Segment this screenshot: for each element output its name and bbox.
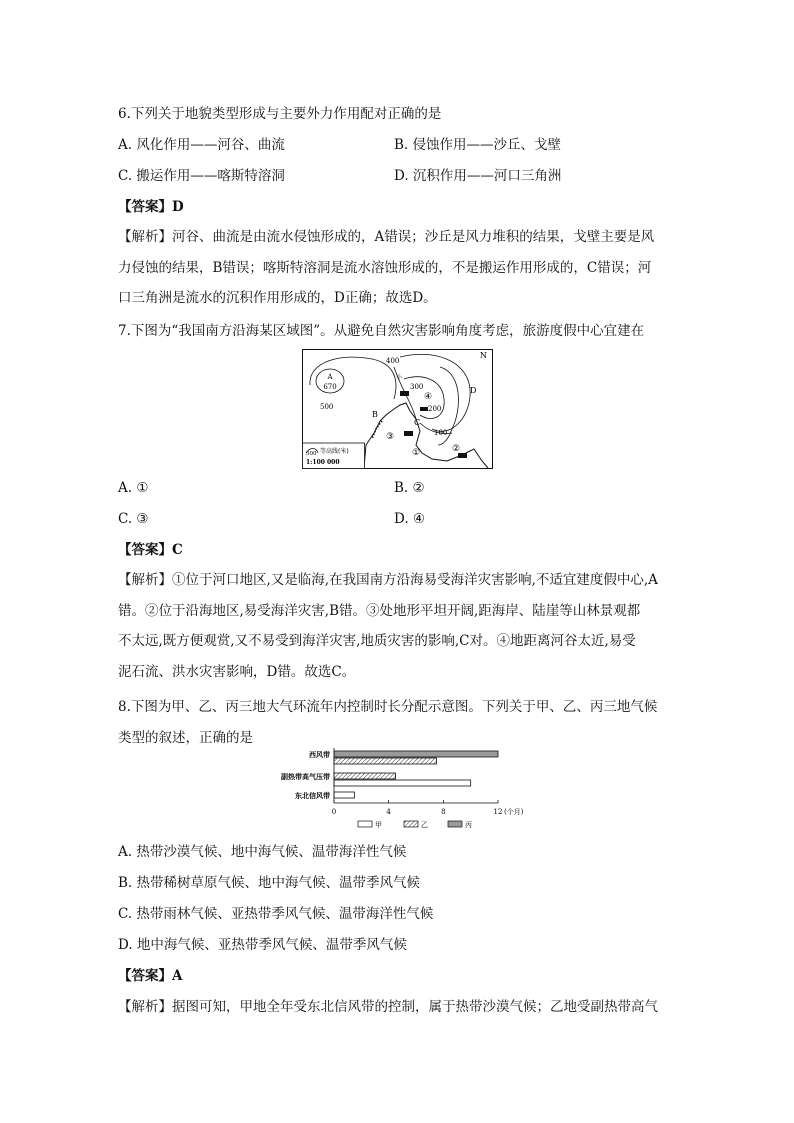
q6-analysis-line: 口三角洲是流水的沉积作用形成的，D正确；故选D。: [118, 290, 437, 306]
legend-swatch: [404, 821, 418, 827]
bar-乙: [334, 758, 437, 764]
q7-option-c: C. ③: [118, 511, 149, 527]
category-label: 西风带: [309, 750, 330, 759]
q7-answer: 【答案】C: [118, 542, 183, 558]
north-label: N: [480, 351, 487, 360]
point-c-label: C: [414, 418, 421, 427]
q6-answer: 【答案】D: [118, 199, 184, 215]
site-marker: [420, 407, 428, 411]
q8-analysis: 【解析】据图可知，甲地全年受东北信风带的控制，属于热带沙漠气候；乙地受副热带高气: [118, 999, 658, 1015]
q7-analysis-line: 【解析】①位于河口地区,又是临海,在我国南方沿海易受海洋灾害影响,不适宜建度假中心,A: [118, 572, 658, 588]
x-tick-label: 4: [386, 808, 391, 816]
q6-option-a: A. 风化作用——河谷、曲流: [118, 137, 285, 153]
bar-甲: [334, 780, 471, 786]
legend-contour-value: 500: [306, 451, 317, 457]
q6-analysis: [118, 222, 684, 314]
legend-contour-text: 等高线(米): [320, 448, 349, 455]
x-tick-label: 0: [331, 808, 337, 816]
legend-label: 甲: [375, 821, 382, 829]
contour-map-figure: [302, 349, 493, 469]
q7-analysis-line: 错。②位于沿海地区,易受海洋灾害,B错。③处地形平坦开阔,距海岸、陆崖等山林景观都: [118, 602, 641, 619]
q6-stem: 6.下列关于地貌类型形成与主要外力作用配对正确的是: [118, 106, 442, 122]
river-label: 小: [396, 374, 403, 381]
category-label: 东北信风带: [295, 791, 330, 800]
q7-analysis-line: 不太远,既方便观赏,又不易受到海洋灾害,地质灾害的影响,C对。④地距离河谷太近,易受: [118, 633, 636, 649]
q6-analysis-line: 力侵蚀的结果，B错误；喀斯特溶洞是流水溶蚀形成的，不是搬运作用形成的，C错误；河: [118, 259, 652, 276]
q8-option-d: D. 地中海气候、亚热带季风气候、温带季风气候: [118, 937, 407, 953]
legend-swatch: [358, 821, 372, 827]
x-unit-label: (个月): [504, 808, 524, 816]
site-marker: [400, 391, 409, 396]
x-tick-label: 8: [441, 808, 446, 816]
bar-甲: [334, 792, 355, 798]
q8-option-a: A. 热带沙漠气候、地中海气候、温带海洋性气候: [118, 844, 407, 860]
q7-option-d: D. ④: [394, 511, 426, 527]
legend-label: 丙: [465, 821, 472, 829]
q7-option-a: A. ①: [118, 480, 149, 496]
peak-label: A: [327, 373, 333, 381]
point-d-label: D: [470, 386, 477, 395]
q8-stem: [118, 692, 684, 753]
q6-analysis-line: 【解析】河谷、曲流是由流水侵蚀形成的，A错误；沙丘是风力堆积的结果，戈壁主要是风: [118, 229, 655, 245]
legend-label: 乙: [421, 821, 428, 829]
bar-丙: [334, 751, 498, 757]
peak-elevation: 670: [323, 383, 337, 391]
site-2-label: ②: [452, 444, 461, 454]
q6-option-d: D. 沉积作用——河口三角洲: [394, 168, 562, 184]
contour-label: 100: [434, 429, 448, 437]
legend-swatch: [448, 821, 462, 827]
point-b-label: B: [372, 410, 378, 419]
q7-analysis-line: 泥石流、洪水灾害影响，D错。故选C。: [118, 663, 356, 680]
x-tick-label: 12: [493, 808, 503, 816]
contour-label: 500: [320, 403, 334, 411]
q8-stem-line: 类型的叙述，正确的是: [118, 729, 253, 746]
circulation-bar-chart: [258, 748, 524, 838]
q6-option-c: C. 搬运作用——喀斯特溶洞: [118, 168, 285, 184]
bar-乙: [334, 773, 396, 779]
category-label: 副热带高气压带: [281, 772, 330, 781]
q8-answer: 【答案】A: [118, 968, 183, 984]
q7-option-b: B. ②: [394, 480, 425, 496]
q7-stem: 7.下图为“我国南方沿海某区域图”。从避免自然灾害影响角度考虑，旅游度假中心宜建在: [118, 323, 645, 339]
contour-label: 200: [428, 405, 442, 413]
q8-option-c: C. 热带雨林气候、亚热带季风气候、温带海洋性气候: [118, 906, 434, 922]
site-4-label: ④: [424, 392, 433, 402]
q6-option-b: B. 侵蚀作用——沙丘、戈壁: [394, 137, 562, 153]
map-scale: 1:100 000: [306, 459, 340, 466]
site-1-label: ①: [412, 448, 421, 458]
site-3-label: ③: [386, 432, 395, 442]
q8-option-b: B. 热带稀树草原气候、地中海气候、温带季风气候: [118, 875, 421, 891]
contour-label: 300: [410, 383, 424, 391]
contour-label: 400: [386, 357, 400, 365]
site-marker: [404, 431, 413, 436]
q7-analysis: [118, 565, 684, 687]
q8-stem-line: 8.下图为甲、乙、丙三地大气环流年内控制时长分配示意图。下列关于甲、乙、丙三地气候: [118, 699, 658, 715]
